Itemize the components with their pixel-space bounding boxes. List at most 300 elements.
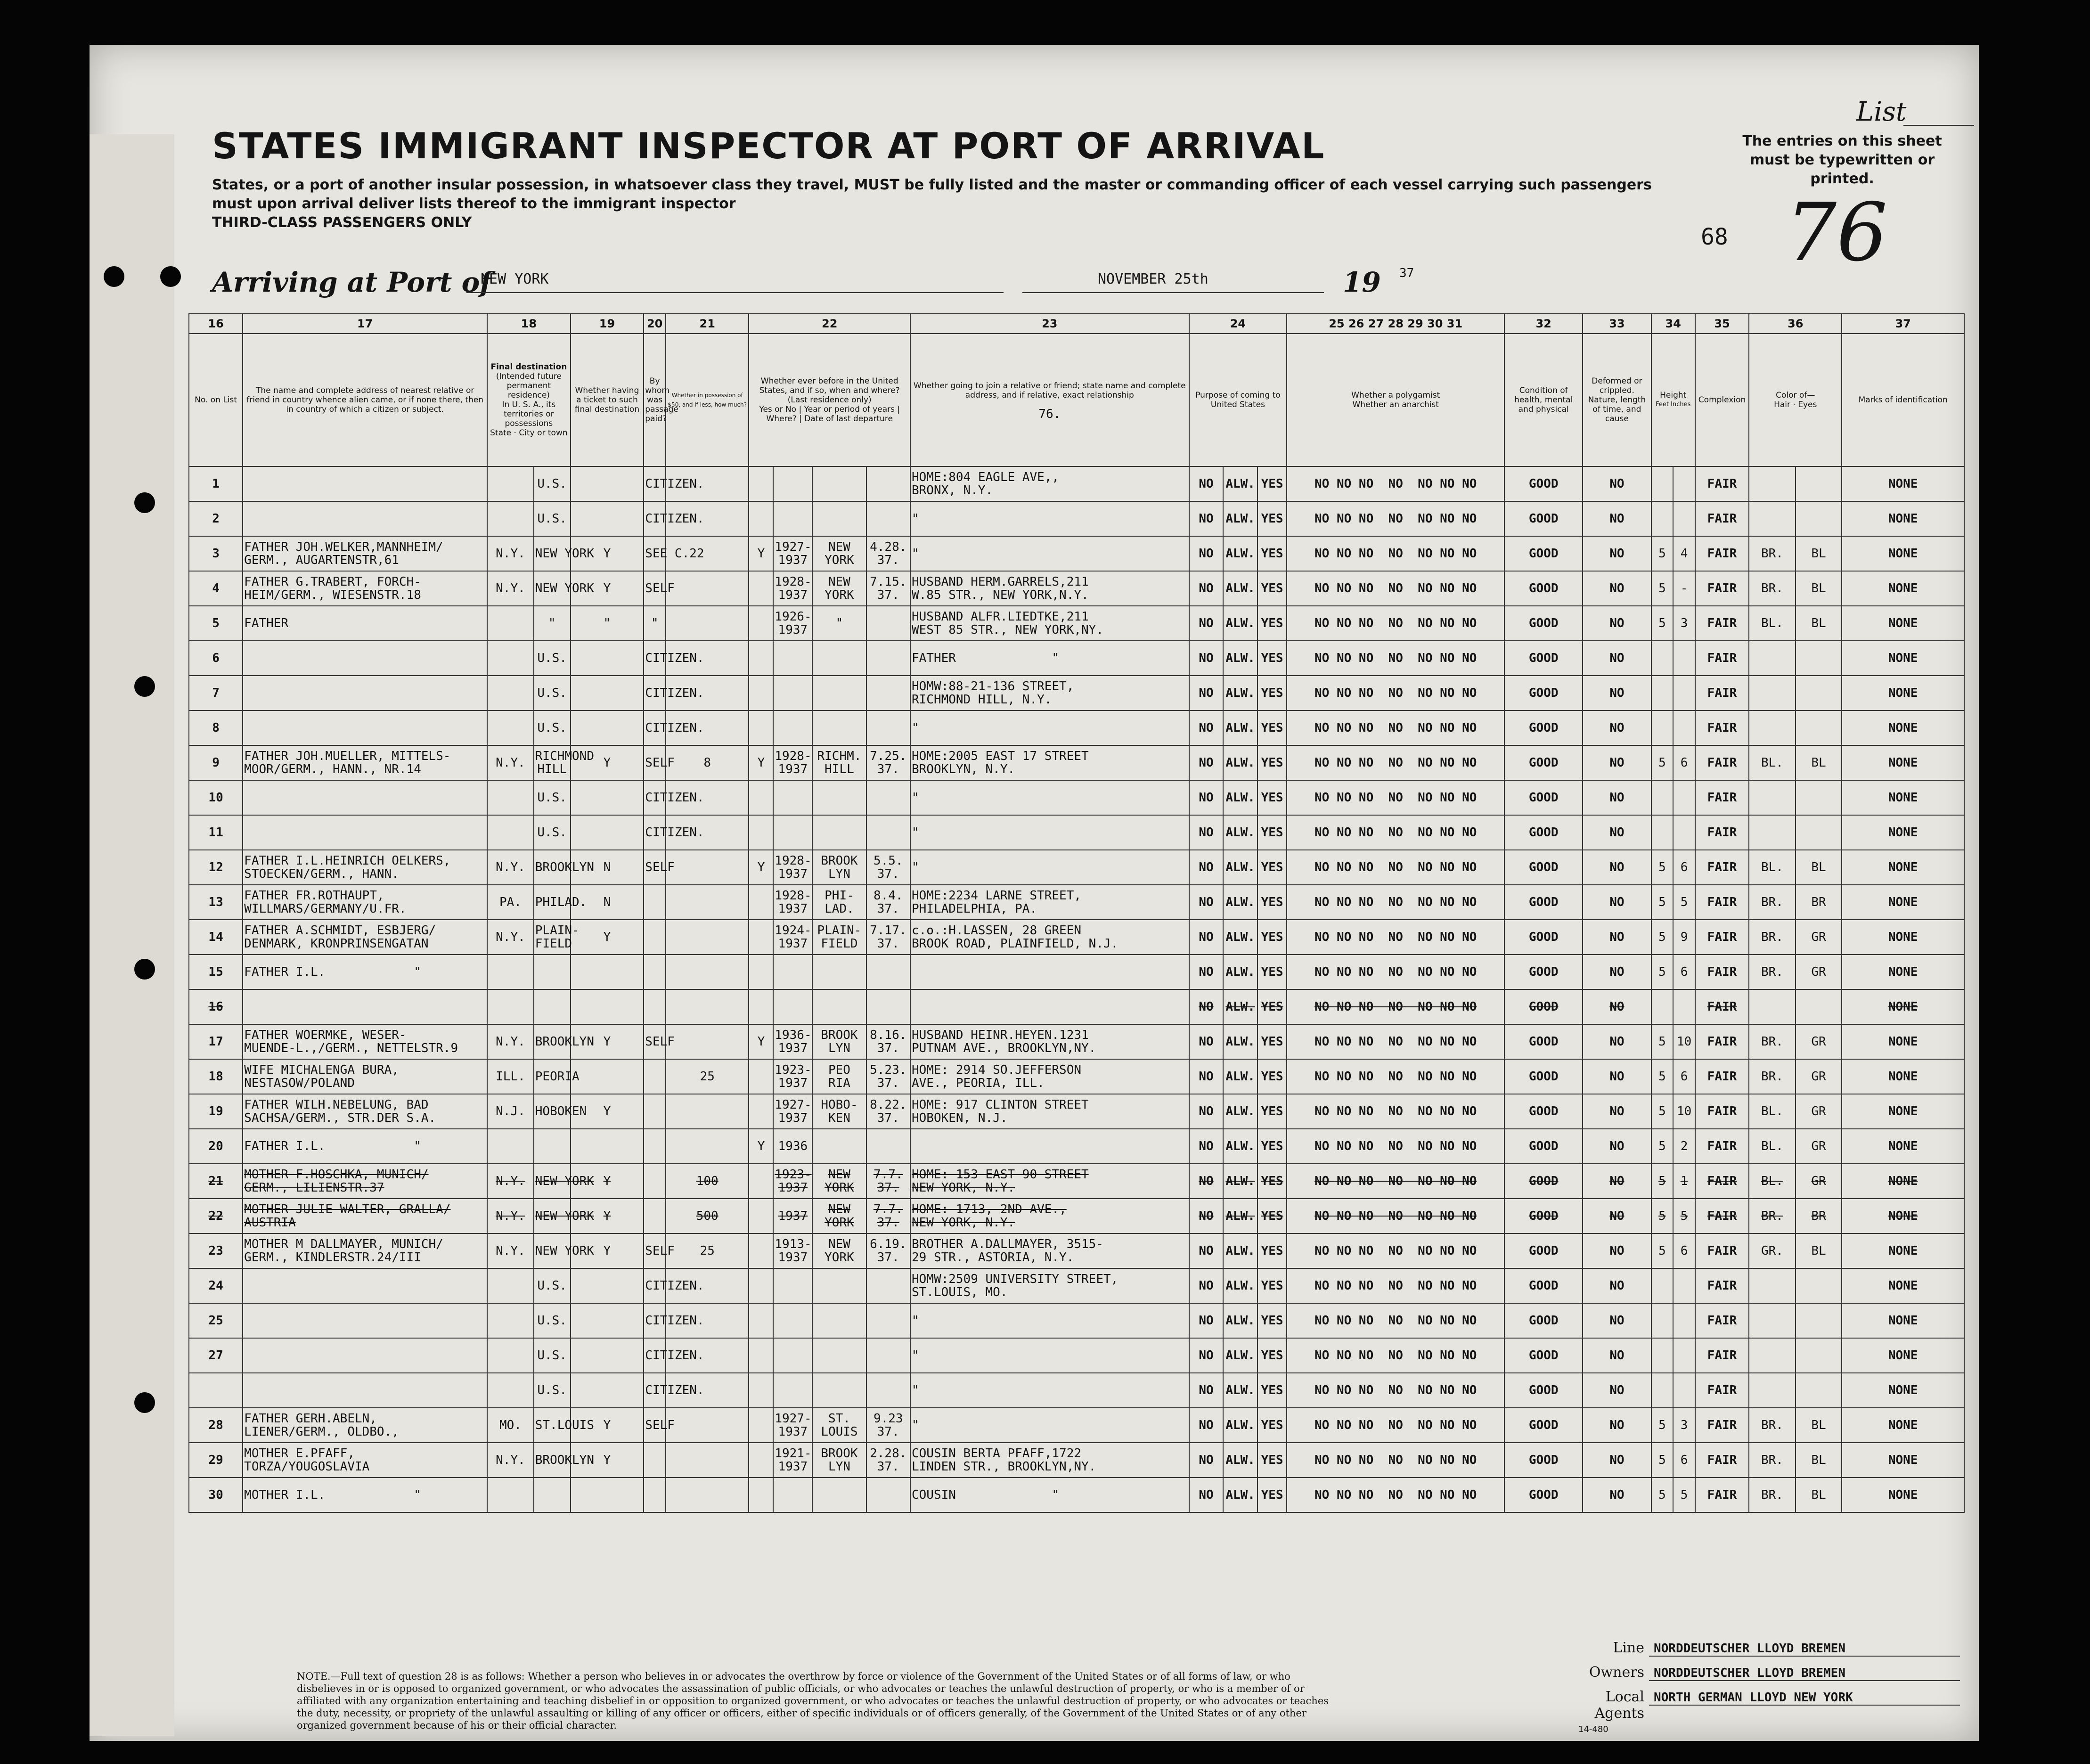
passage-paid [644, 955, 666, 989]
table-row [189, 955, 1964, 989]
year-suffix: 37 [1399, 266, 1414, 280]
before-us-where [812, 1268, 866, 1303]
passage-paid: SELF [644, 1408, 666, 1443]
height-inches: 9 [1673, 920, 1695, 955]
dest-city: NEW YORK [534, 1233, 571, 1268]
hair-color: BL. [1749, 1094, 1796, 1129]
identification-marks: NONE [1842, 1164, 1964, 1199]
eye-color [1796, 1373, 1842, 1408]
row-number: 2 [189, 501, 243, 536]
height-feet [1651, 466, 1674, 501]
table-row [189, 850, 1964, 885]
table-row [189, 641, 1964, 676]
purpose-1: NO [1189, 1199, 1224, 1233]
identification-marks: NONE [1842, 745, 1964, 780]
identification-marks: NONE [1842, 1338, 1964, 1373]
complexion: FAIR [1695, 920, 1749, 955]
col-num: 24 [1189, 314, 1287, 334]
purpose-2: ALW. [1223, 955, 1257, 989]
before-us-departure [866, 466, 910, 501]
before-us-yn [749, 1233, 773, 1268]
dest-city [534, 989, 571, 1024]
joining-relative [910, 989, 1189, 1024]
eye-color [1796, 501, 1842, 536]
money [666, 850, 749, 885]
before-us-yn [749, 989, 773, 1024]
questions-answers: NO NO NO NO NO NO NO [1287, 1303, 1504, 1338]
table-row [189, 710, 1964, 745]
questions-answers: NO NO NO NO NO NO NO [1287, 1164, 1504, 1199]
before-us-years [773, 1478, 812, 1512]
row-number: 12 [189, 850, 243, 885]
relative-address: FATHER G.TRABERT, FORCH- HEIM/GERM., WIESENSTR.18 [243, 571, 487, 606]
eye-color [1796, 1338, 1842, 1373]
relative-address: FATHER A.SCHMIDT, ESBJERG/ DENMARK, KRONPRINSENGATAN [243, 920, 487, 955]
before-us-where: HOBO- KEN [812, 1094, 866, 1129]
hair-color [1749, 1268, 1796, 1303]
complexion: FAIR [1695, 501, 1749, 536]
table-row [189, 780, 1964, 815]
hair-color [1749, 501, 1796, 536]
before-us-yn [749, 1373, 773, 1408]
hair-color: BL. [1749, 745, 1796, 780]
before-us-where: ST. LOUIS [812, 1408, 866, 1443]
before-us-where: RICHM. HILL [812, 745, 866, 780]
hair-color [1749, 815, 1796, 850]
table-row [189, 1059, 1964, 1094]
height-inches [1673, 1373, 1695, 1408]
before-us-departure [866, 1478, 910, 1512]
complexion: FAIR [1695, 1199, 1749, 1233]
purpose-2: ALW. [1223, 571, 1257, 606]
height-feet: 5 [1651, 1233, 1674, 1268]
table-row [189, 1199, 1964, 1233]
height-inches [1673, 989, 1695, 1024]
height-feet [1651, 676, 1674, 710]
before-us-where [812, 1373, 866, 1408]
identification-marks: NONE [1842, 885, 1964, 920]
purpose-1: NO [1189, 1129, 1224, 1164]
port-value: NEW YORK [481, 271, 549, 287]
questions-answers: NO NO NO NO NO NO NO [1287, 1443, 1504, 1478]
before-us-yn [749, 606, 773, 641]
row-number: 24 [189, 1268, 243, 1303]
passage-paid [644, 1094, 666, 1129]
hair-color: BR. [1749, 571, 1796, 606]
port-underline [466, 292, 1004, 293]
before-us-where: NEW YORK [812, 571, 866, 606]
passage-paid: CITIZEN. [644, 1373, 666, 1408]
health-condition: GOOD [1504, 1129, 1583, 1164]
deformed: NO [1583, 1268, 1651, 1303]
dest-city: HOBOKEN [534, 1094, 571, 1129]
questions-answers: NO NO NO NO NO NO NO [1287, 780, 1504, 815]
purpose-1: NO [1189, 815, 1224, 850]
before-us-where [812, 1338, 866, 1373]
dest-state: N.Y. [487, 1199, 534, 1233]
adjacent-page-strip [90, 134, 174, 1736]
dest-state [487, 989, 534, 1024]
purpose-3: YES [1257, 1094, 1287, 1129]
deformed: NO [1583, 1338, 1651, 1373]
header-no-on-list: No. on List [189, 334, 243, 466]
height-feet: 5 [1651, 536, 1674, 571]
passage-paid: CITIZEN. [644, 641, 666, 676]
height-inches [1673, 815, 1695, 850]
hair-color [1749, 710, 1796, 745]
before-us-years [773, 1268, 812, 1303]
complexion: FAIR [1695, 1443, 1749, 1478]
dest-city: BROOKLYN [534, 1024, 571, 1059]
relative-address [243, 1268, 487, 1303]
before-us-yn [749, 780, 773, 815]
purpose-2: ALW. [1223, 1338, 1257, 1373]
before-us-where: NEW YORK [812, 1164, 866, 1199]
dest-state [487, 1129, 534, 1164]
complexion: FAIR [1695, 1094, 1749, 1129]
money: 100 [666, 1164, 749, 1199]
height-feet: 5 [1651, 850, 1674, 885]
identification-marks: NONE [1842, 850, 1964, 885]
relative-address: FATHER [243, 606, 487, 641]
purpose-2: ALW. [1223, 920, 1257, 955]
before-us-where: " [812, 606, 866, 641]
binder-hole [160, 266, 181, 287]
table-row [189, 1408, 1964, 1443]
deformed: NO [1583, 1199, 1651, 1233]
dest-state: ILL. [487, 1059, 534, 1094]
height-inches: 1 [1673, 1164, 1695, 1199]
eye-color [1796, 676, 1842, 710]
purpose-1: NO [1189, 501, 1224, 536]
before-us-departure: 7.25. 37. [866, 745, 910, 780]
before-us-years [773, 466, 812, 501]
health-condition: GOOD [1504, 989, 1583, 1024]
passage-paid [644, 989, 666, 1024]
relative-address: FATHER I.L. " [243, 1129, 487, 1164]
before-us-where [812, 1129, 866, 1164]
purpose-1: NO [1189, 1268, 1224, 1303]
money [666, 1094, 749, 1129]
before-us-departure [866, 815, 910, 850]
purpose-1: NO [1189, 606, 1224, 641]
height-inches: 4 [1673, 536, 1695, 571]
eye-color: GR [1796, 920, 1842, 955]
before-us-years [773, 815, 812, 850]
col-num: 32 [1504, 314, 1583, 334]
height-feet [1651, 989, 1674, 1024]
before-us-departure [866, 955, 910, 989]
before-us-yn [749, 1443, 773, 1478]
dest-city: U.S. [534, 501, 571, 536]
hair-color: GR. [1749, 1233, 1796, 1268]
dest-state [487, 780, 534, 815]
purpose-2: ALW. [1223, 501, 1257, 536]
ticket: Y [571, 536, 644, 571]
identification-marks: NONE [1842, 1199, 1964, 1233]
deformed: NO [1583, 989, 1651, 1024]
before-us-yn [749, 1303, 773, 1338]
questions-answers: NO NO NO NO NO NO NO [1287, 641, 1504, 676]
row-number: 14 [189, 920, 243, 955]
agents-value: NORTH GERMAN LLOYD NEW YORK [1649, 1690, 1960, 1706]
hair-color: BR. [1749, 1199, 1796, 1233]
hair-color [1749, 1338, 1796, 1373]
dest-city [534, 1478, 571, 1512]
dest-state: PA. [487, 885, 534, 920]
height-inches: 10 [1673, 1094, 1695, 1129]
height-feet [1651, 501, 1674, 536]
ticket [571, 641, 644, 676]
complexion: FAIR [1695, 710, 1749, 745]
col-num: 18 [487, 314, 570, 334]
questions-answers: NO NO NO NO NO NO NO [1287, 920, 1504, 955]
relative-address [243, 780, 487, 815]
questions-answers: NO NO NO NO NO NO NO [1287, 710, 1504, 745]
header-deformed: Deformed or crippled. Nature, length of time, and cause [1583, 334, 1651, 466]
purpose-1: NO [1189, 536, 1224, 571]
identification-marks: NONE [1842, 1478, 1964, 1512]
deformed: NO [1583, 1233, 1651, 1268]
health-condition: GOOD [1504, 1199, 1583, 1233]
table-row [189, 920, 1964, 955]
before-us-where [812, 710, 866, 745]
row-number: 25 [189, 1303, 243, 1338]
row-number: 6 [189, 641, 243, 676]
dest-state: N.Y. [487, 571, 534, 606]
before-us-departure [866, 676, 910, 710]
identification-marks: NONE [1842, 501, 1964, 536]
before-us-where [812, 815, 866, 850]
before-us-yn [749, 501, 773, 536]
purpose-1: NO [1189, 885, 1224, 920]
height-feet: 5 [1651, 1094, 1674, 1129]
deformed: NO [1583, 815, 1651, 850]
deformed: NO [1583, 920, 1651, 955]
complexion: FAIR [1695, 1478, 1749, 1512]
purpose-2: ALW. [1223, 1233, 1257, 1268]
joining-relative: FATHER " [910, 641, 1189, 676]
before-us-where [812, 641, 866, 676]
deformed: NO [1583, 1129, 1651, 1164]
dest-state: N.Y. [487, 920, 534, 955]
binder-hole [134, 959, 155, 980]
identification-marks: NONE [1842, 710, 1964, 745]
before-us-departure [866, 989, 910, 1024]
col-num: 37 [1842, 314, 1964, 334]
before-us-departure: 2.28. 37. [866, 1443, 910, 1478]
before-us-departure [866, 1338, 910, 1373]
joining-relative: " [910, 1373, 1189, 1408]
health-condition: GOOD [1504, 571, 1583, 606]
purpose-2: ALW. [1223, 1443, 1257, 1478]
identification-marks: NONE [1842, 1373, 1964, 1408]
deformed: NO [1583, 1303, 1651, 1338]
joining-relative: " [910, 536, 1189, 571]
before-us-yn: Y [749, 850, 773, 885]
purpose-2: ALW. [1223, 850, 1257, 885]
purpose-1: NO [1189, 571, 1224, 606]
passage-paid: CITIZEN. [644, 1303, 666, 1338]
complexion: FAIR [1695, 536, 1749, 571]
questions-answers: NO NO NO NO NO NO NO [1287, 571, 1504, 606]
purpose-3: YES [1257, 1373, 1287, 1408]
identification-marks: NONE [1842, 989, 1964, 1024]
eye-color: GR [1796, 1164, 1842, 1199]
before-us-where: BROOK LYN [812, 1443, 866, 1478]
before-us-years: 1928- 1937 [773, 885, 812, 920]
passage-paid: CITIZEN. [644, 815, 666, 850]
complexion: FAIR [1695, 850, 1749, 885]
ticket [571, 710, 644, 745]
height-feet [1651, 1373, 1674, 1408]
before-us-where: NEW YORK [812, 1233, 866, 1268]
hair-color: BL. [1749, 1129, 1796, 1164]
table-row [189, 1338, 1964, 1373]
ticket: Y [571, 1233, 644, 1268]
deformed: NO [1583, 466, 1651, 501]
purpose-2: ALW. [1223, 989, 1257, 1024]
identification-marks: NONE [1842, 536, 1964, 571]
dest-city: U.S. [534, 1338, 571, 1373]
before-us-departure: 5.23. 37. [866, 1059, 910, 1094]
complexion: FAIR [1695, 780, 1749, 815]
dest-state [487, 501, 534, 536]
purpose-1: NO [1189, 1338, 1224, 1373]
header-ticket: Whether having a ticket to such final destination [571, 334, 644, 466]
health-condition: GOOD [1504, 1059, 1583, 1094]
height-feet: 5 [1651, 1024, 1674, 1059]
ticket [571, 466, 644, 501]
dest-state: N.Y. [487, 1024, 534, 1059]
purpose-1: NO [1189, 1094, 1224, 1129]
height-feet: 5 [1651, 745, 1674, 780]
binder-hole [104, 266, 124, 287]
deformed: NO [1583, 780, 1651, 815]
height-feet [1651, 815, 1674, 850]
purpose-2: ALW. [1223, 1478, 1257, 1512]
questions-answers: NO NO NO NO NO NO NO [1287, 1478, 1504, 1512]
ticket [571, 1338, 644, 1373]
health-condition: GOOD [1504, 1408, 1583, 1443]
purpose-3: YES [1257, 850, 1287, 885]
purpose-2: ALW. [1223, 1024, 1257, 1059]
questions-answers: NO NO NO NO NO NO NO [1287, 885, 1504, 920]
ticket [571, 1059, 644, 1094]
hair-color: BR. [1749, 1408, 1796, 1443]
purpose-3: YES [1257, 1303, 1287, 1338]
purpose-2: ALW. [1223, 1094, 1257, 1129]
before-us-departure [866, 1268, 910, 1303]
ticket [571, 1268, 644, 1303]
purpose-1: NO [1189, 641, 1224, 676]
dest-city: U.S. [534, 710, 571, 745]
health-condition: GOOD [1504, 885, 1583, 920]
before-us-years: 1937 [773, 1199, 812, 1233]
purpose-3: YES [1257, 1478, 1287, 1512]
height-feet [1651, 1338, 1674, 1373]
eye-color [1796, 989, 1842, 1024]
questions-answers: NO NO NO NO NO NO NO [1287, 1199, 1504, 1233]
relative-address [243, 1373, 487, 1408]
row-number: 4 [189, 571, 243, 606]
page-title: STATES IMMIGRANT INSPECTOR AT PORT OF ARRIVAL [212, 125, 1325, 167]
height-inches: 6 [1673, 1443, 1695, 1478]
before-us-years [773, 710, 812, 745]
passage-paid: CITIZEN. [644, 466, 666, 501]
health-condition: GOOD [1504, 1268, 1583, 1303]
joining-relative: HOME:804 EAGLE AVE,, BRONX, N.Y. [910, 466, 1189, 501]
deformed: NO [1583, 501, 1651, 536]
money [666, 1443, 749, 1478]
before-us-departure: 7.7. 37. [866, 1199, 910, 1233]
ticket: Y [571, 745, 644, 780]
dest-state [487, 955, 534, 989]
money [666, 955, 749, 989]
col-num: 25 26 27 28 29 30 31 [1287, 314, 1504, 334]
dest-state: N.Y. [487, 1164, 534, 1199]
eye-color [1796, 466, 1842, 501]
ticket [571, 1478, 644, 1512]
purpose-1: NO [1189, 466, 1224, 501]
height-inches: 5 [1673, 885, 1695, 920]
complexion: FAIR [1695, 1024, 1749, 1059]
identification-marks: NONE [1842, 815, 1964, 850]
height-feet: 5 [1651, 885, 1674, 920]
height-feet: 5 [1651, 571, 1674, 606]
money [666, 1478, 749, 1512]
before-us-years [773, 1373, 812, 1408]
before-us-yn [749, 641, 773, 676]
before-us-years: 1923- 1937 [773, 1059, 812, 1094]
before-us-years: 1928- 1937 [773, 745, 812, 780]
joining-relative: COUSIN BERTA PFAFF,1722 LINDEN STR., BROOKLYN,NY. [910, 1443, 1189, 1478]
before-us-departure: 7.7. 37. [866, 1164, 910, 1199]
before-us-years: 1924- 1937 [773, 920, 812, 955]
table-row [189, 606, 1964, 641]
before-us-departure: 7.15. 37. [866, 571, 910, 606]
questions-answers: NO NO NO NO NO NO NO [1287, 1338, 1504, 1373]
deformed: NO [1583, 1443, 1651, 1478]
eye-color [1796, 710, 1842, 745]
deformed: NO [1583, 955, 1651, 989]
before-us-yn [749, 1164, 773, 1199]
header-complexion: Complexion [1695, 334, 1749, 466]
money [666, 1408, 749, 1443]
row-number: 3 [189, 536, 243, 571]
ticket: Y [571, 571, 644, 606]
relative-address: MOTHER I.L. " [243, 1478, 487, 1512]
row-number: 20 [189, 1129, 243, 1164]
passage-paid: CITIZEN. [644, 501, 666, 536]
binder-hole [134, 676, 155, 697]
questions-answers: NO NO NO NO NO NO NO [1287, 1233, 1504, 1268]
joining-relative: c.o.:H.LASSEN, 28 GREEN BROOK ROAD, PLAINFIELD, N.J. [910, 920, 1189, 955]
row-number: 13 [189, 885, 243, 920]
before-us-where [812, 466, 866, 501]
purpose-1: NO [1189, 710, 1224, 745]
eye-color [1796, 1268, 1842, 1303]
row-number: 22 [189, 1199, 243, 1233]
identification-marks: NONE [1842, 1443, 1964, 1478]
questions-answers: NO NO NO NO NO NO NO [1287, 606, 1504, 641]
joining-relative: HOMW:88-21-136 STREET, RICHMOND HILL, N.Y. [910, 676, 1189, 710]
health-condition: GOOD [1504, 1443, 1583, 1478]
before-us-where: PEO RIA [812, 1059, 866, 1094]
before-us-years [773, 780, 812, 815]
purpose-1: NO [1189, 780, 1224, 815]
health-condition: GOOD [1504, 536, 1583, 571]
